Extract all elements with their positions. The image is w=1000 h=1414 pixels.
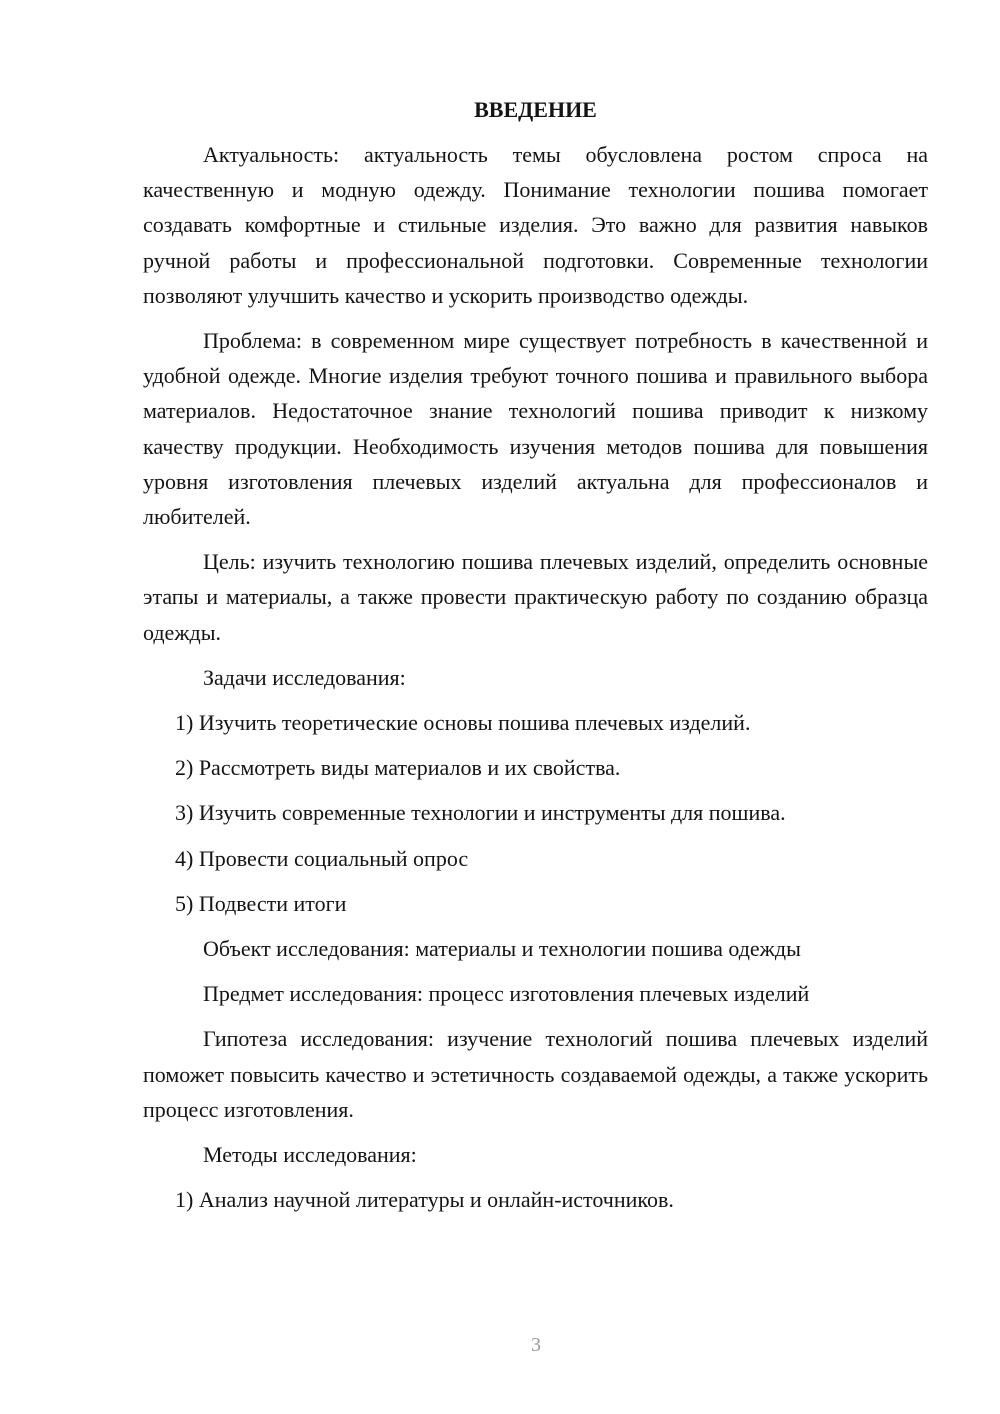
- subject-paragraph: Предмет исследования: процесс изготовления плечевых изделий: [203, 981, 810, 1007]
- method-item-1: 1) Анализ научной литературы и онлайн-источников.: [175, 1187, 674, 1213]
- methods-heading: Методы исследования:: [203, 1142, 417, 1168]
- goal-paragraph: Цель: изучить технологию пошива плечевых изделий, определить основные этапы и материалы, а также провести практическую работу по созданию образца одежды.: [143, 549, 928, 645]
- page-content: [143, 92, 928, 1217]
- hypothesis-paragraph: Гипотеза исследования: изучение технологий пошива плечевых изделий поможет повысить качество и эстетичность создаваемой одежды, а также ускорить процесс изготовления.: [143, 1026, 928, 1122]
- task-item-1: 1) Изучить теоретические основы пошива плечевых изделий.: [175, 710, 751, 736]
- task-item-4: 4) Провести социальный опрос: [175, 845, 469, 871]
- tasks-heading: Задачи исследования:: [203, 664, 406, 690]
- tasks-list: [143, 705, 928, 921]
- task-item-3: 3) Изучить современные технологии и инструменты для пошива.: [175, 800, 786, 826]
- methods-list: [143, 1182, 928, 1217]
- page-number: 3: [531, 1334, 541, 1356]
- object-paragraph: Объект исследования: материалы и технологии пошива одежды: [203, 936, 801, 962]
- page-title: ВВЕДЕНИЕ: [474, 97, 597, 122]
- task-item-5: 5) Подвести итоги: [175, 890, 347, 916]
- problem-paragraph: Проблема: в современном мире существует потребность в качественной и удобной одежде. Многие изделия требуют точного пошива и правильного выбора материалов. Недостаточное знание технологий пошива приводит к низкому качеству продукции. Необходимость изучения методов пошива для повышения уровня изготовления плечевых изделий актуальна для профессионалов и любителей.: [143, 328, 928, 530]
- task-item-2: 2) Рассмотреть виды материалов и их свойства.: [175, 755, 621, 781]
- relevance-paragraph: Актуальность: актуальность темы обусловлена ростом спроса на качественную и модную одежду. Понимание технологии пошива помогает создавать комфортные и стильные изделия. Это важно для развития навыков ручной работы и профессиональной подготовки. Современные технологии позволяют улучшить качество и ускорить производство одежды.: [143, 142, 928, 308]
